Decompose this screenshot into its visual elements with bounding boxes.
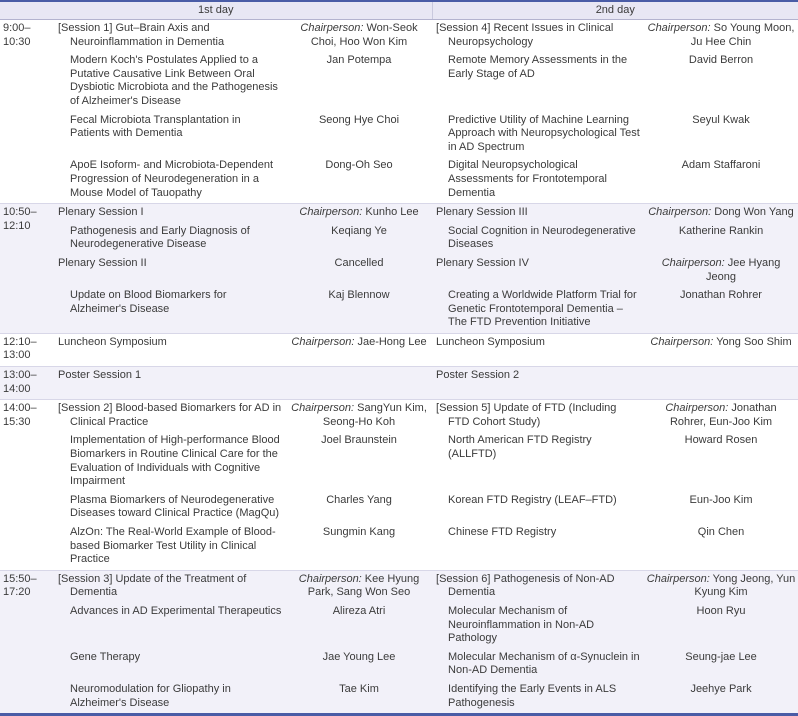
d1-title-cell: Plasma Biomarkers of Neurodegenerative Diseases toward Clinical Practice (MagQu) <box>70 493 280 520</box>
d1-speaker-cell: Chairperson: Won-Seok Choi, Hoo Won Kim <box>300 22 418 48</box>
d1-speaker-cell: Seong Hye Choi <box>318 113 400 126</box>
d1-title-cell: Implementation of High-performance Blood Biomarkers in Routine Clinical Care for the Evaluation of Individuals with Cognitive Impairment <box>70 434 280 488</box>
d2-title-cell: Molecular Mechanism of α-Synuclein in Non-AD Dementia <box>432 649 644 681</box>
d1-title-cell: ApoE Isoform- and Microbiota-Dependent Progression of Neurodegeneration in a Mouse Model of Tauopathy <box>70 159 273 199</box>
d2-speaker-cell: Chairperson: Yong Jeong, Yun Kyung Kim <box>644 570 798 603</box>
d2-speaker-cell: Eun-Joo Kim <box>689 493 753 506</box>
d1-title-cell: Plenary Session II <box>54 255 286 287</box>
schedule-row <box>0 649 798 681</box>
d2-speaker-cell: Chairperson: So Young Moon, Ju Hee Chin <box>647 22 795 48</box>
d2-speaker-cell: Seyul Kwak <box>692 113 750 126</box>
time-line: 10:30 <box>3 35 31 48</box>
d2-title-cell: Predictive Utility of Machine Learning Approach with Neuropsychological Test in AD Spectrum <box>448 113 640 153</box>
time-slot <box>0 333 54 366</box>
time-line: 10:50– <box>3 206 37 219</box>
d1-speaker-cell: Chairperson: Kunho Lee <box>286 204 432 223</box>
chairperson-label: Chairperson: <box>665 402 729 415</box>
chairperson-label: Chairperson: <box>648 206 712 219</box>
schedule-row <box>0 570 798 603</box>
chairperson-label: Chairperson: <box>661 256 725 269</box>
d2-title-cell: Plenary Session III <box>432 204 644 223</box>
schedule-row <box>0 603 798 649</box>
schedule-row <box>0 255 798 287</box>
d2-speaker-cell: Katherine Rankin <box>644 223 798 255</box>
time-slot <box>0 367 54 400</box>
d1-title-cell: Advances in AD Experimental Therapeutics <box>54 603 286 649</box>
d1-title-cell: AlzOn: The Real-World Example of Blood-based Biomarker Test Utility in Clinical Practice <box>70 526 276 566</box>
d2-speaker-cell: Chairperson: Jonathan Rohrer, Eun-Joo Kim <box>644 400 798 433</box>
d1-speaker-cell: Cancelled <box>286 255 432 287</box>
d2-speaker-cell: Adam Staffaroni <box>681 159 761 172</box>
d1-speaker-cell: Charles Yang <box>326 493 392 506</box>
time-line: 17:20 <box>3 586 31 599</box>
d2-title-cell: Luncheon Symposium <box>432 333 644 366</box>
d1-title-cell: Plenary Session I <box>54 204 286 223</box>
schedule-row <box>0 524 798 570</box>
d2-title-cell: Identifying the Early Events in ALS Pathogenesis <box>432 681 644 715</box>
time-line: 9:00– <box>3 22 31 34</box>
d1-title-cell: [Session 1] Gut–Brain Axis and Neuroinflammation in Dementia <box>58 22 225 48</box>
d1-speaker-cell: Jae Young Lee <box>286 649 432 681</box>
d2-speaker-cell: Qin Chen <box>697 526 745 538</box>
d1-title-cell: Pathogenesis and Early Diagnosis of Neurodegenerative Disease <box>54 223 286 255</box>
schedule-row <box>0 52 798 111</box>
time-line: 15:50– <box>3 572 37 585</box>
d1-speaker-cell: Kaj Blennow <box>286 287 432 333</box>
time-slot <box>0 570 54 714</box>
schedule-row <box>0 681 798 715</box>
d2-speaker-cell: Howard Rosen <box>684 434 758 447</box>
schedule-row <box>0 223 798 255</box>
time-line: 14:00 <box>3 382 31 395</box>
d2-speaker-cell: Chairperson: Jee Hyang Jeong <box>644 255 798 287</box>
schedule-row <box>0 432 798 491</box>
d1-title-cell: Luncheon Symposium <box>54 333 286 366</box>
d1-title-cell: Neuromodulation for Gliopathy in Alzheimer's Disease <box>54 681 286 715</box>
d1-speaker-cell: Dong-Oh Seo <box>325 159 393 172</box>
d2-title-cell: Plenary Session IV <box>432 255 644 287</box>
d1-title-cell: Modern Koch's Postulates Applied to a Putative Causative Link Between Oral Dysbiotic Microbiota and the Pathogenesis of Alzheimer's Disease <box>70 54 278 107</box>
d1-speaker-cell: Sungmin Kang <box>322 526 396 538</box>
d2-title-cell: [Session 5] Update of FTD (Including FTD Cohort Study) <box>432 400 644 433</box>
schedule-row <box>0 20 798 53</box>
d1-speaker-cell: Chairperson: SangYun Kim, Seong-Ho Koh <box>286 400 432 433</box>
d1-speaker-cell: Joel Braunstein <box>321 434 397 447</box>
d2-speaker-cell: Chairperson: Dong Won Yang <box>644 204 798 223</box>
d1-speaker-cell: Jan Potempa <box>326 54 392 67</box>
d1-title-cell: [Session 3] Update of the Treatment of Dementia <box>54 570 286 603</box>
d2-title-cell: North American FTD Registry (ALLFTD) <box>448 434 592 461</box>
d1-speaker-cell: Chairperson: Kee Hyung Park, Sang Won Seo <box>286 570 432 603</box>
time-line: 12:10– <box>3 335 37 348</box>
time-line: 12:10 <box>3 219 31 232</box>
schedule-row <box>0 287 798 333</box>
time-slot <box>0 20 54 204</box>
time-slot <box>0 400 54 571</box>
d1-speaker-cell: Alireza Atri <box>286 603 432 649</box>
day2-header: 2nd day <box>432 1 798 20</box>
d2-title-cell: Korean FTD Registry (LEAF–FTD) <box>448 493 617 506</box>
schedule-body <box>0 20 798 715</box>
d1-speaker-cell: Keqiang Ye <box>286 223 432 255</box>
schedule-row <box>0 112 798 158</box>
chairperson-label: Chairperson: <box>291 402 355 415</box>
schedule-row <box>0 492 798 524</box>
d2-title-cell: Digital Neuropsychological Assessments for Frontotemporal Dementia <box>448 159 607 199</box>
schedule-row <box>0 400 798 433</box>
d2-title-cell: [Session 4] Recent Issues in Clinical Neuropsychology <box>436 22 614 48</box>
d1-title-cell: Fecal Microbiota Transplantation in Patients with Dementia <box>70 113 241 140</box>
d1-title-cell: Poster Session 1 <box>54 367 286 400</box>
schedule-row <box>0 157 798 203</box>
d2-speaker-cell: Seung-jae Lee <box>644 649 798 681</box>
schedule-row <box>0 333 798 366</box>
chairperson-label: Chairperson: <box>650 335 714 348</box>
d1-title-cell: [Session 2] Blood-based Biomarkers for AD in Clinical Practice <box>54 400 286 433</box>
d2-title-cell: Molecular Mechanism of Neuroinflammation in Non-AD Pathology <box>432 603 644 649</box>
d2-speaker-cell: Jeehye Park <box>644 681 798 715</box>
d1-title-cell: Gene Therapy <box>54 649 286 681</box>
schedule-row <box>0 367 798 400</box>
d1-speaker-cell: Tae Kim <box>286 681 432 715</box>
d2-title-cell: Remote Memory Assessments in the Early Stage of AD <box>448 54 628 80</box>
d2-title-cell: Poster Session 2 <box>432 367 644 400</box>
time-line: 13:00– <box>3 369 37 382</box>
chairperson-label: Chairperson: <box>299 206 363 219</box>
d1-speaker-cell: Chairperson: Jae-Hong Lee <box>286 333 432 366</box>
time-line: 15:30 <box>3 415 31 428</box>
d2-speaker-cell: Jonathan Rohrer <box>644 287 798 333</box>
d2-title-cell: Creating a Worldwide Platform Trial for Genetic Frontotemporal Dementia – The FTD Prevention Initiative <box>432 287 644 333</box>
chairperson-label: Chairperson: <box>298 572 362 585</box>
chairperson-label: Chairperson: <box>647 22 711 34</box>
d2-title-cell: Chinese FTD Registry <box>448 526 557 538</box>
d2-speaker-cell <box>644 367 798 400</box>
time-line: 14:00– <box>3 402 37 415</box>
chairperson-label: Chairperson: <box>291 335 355 348</box>
chairperson-label: Chairperson: <box>300 22 364 34</box>
d2-speaker-cell: David Berron <box>688 54 754 67</box>
d2-speaker-cell: Chairperson: Yong Soo Shim <box>644 333 798 366</box>
day-header-row <box>0 1 798 20</box>
d1-title-cell: Update on Blood Biomarkers for Alzheimer's Disease <box>54 287 286 333</box>
chairperson-label: Chairperson: <box>646 572 710 585</box>
time-slot <box>0 204 54 334</box>
d2-title-cell: [Session 6] Pathogenesis of Non-AD Dementia <box>432 570 644 603</box>
schedule-row <box>0 204 798 223</box>
day1-header: 1st day <box>0 1 432 20</box>
time-line: 13:00 <box>3 349 31 362</box>
d1-speaker-cell <box>286 367 432 400</box>
d2-title-cell: Social Cognition in Neurodegenerative Diseases <box>432 223 644 255</box>
d2-speaker-cell: Hoon Ryu <box>644 603 798 649</box>
